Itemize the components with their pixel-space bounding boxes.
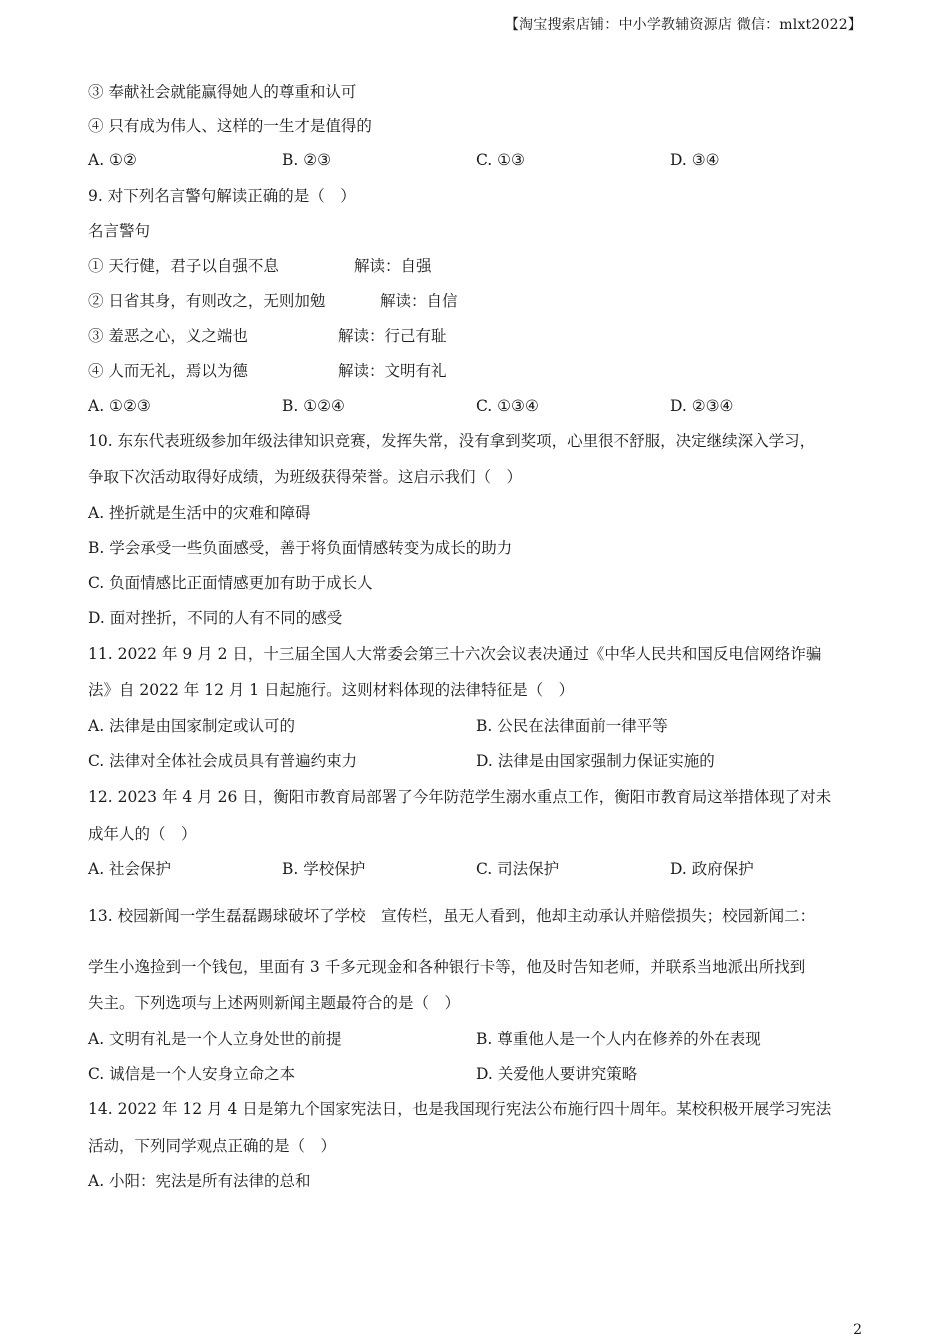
- q11-option-c: C. 法律对全体社会成员具有普遍约束力: [88, 752, 358, 770]
- q9-option-d: D. ②③④: [670, 397, 734, 415]
- q12-option-d: D. 政府保护: [670, 860, 754, 878]
- q11-option-b: B. 公民在法律面前一律平等: [476, 717, 668, 735]
- q10-option-d: D. 面对挫折，不同的人有不同的感受: [88, 609, 343, 627]
- q10-option-a: A. 挫折就是生活中的灾难和障碍: [88, 504, 311, 522]
- q10-option-b: B. 学会承受一些负面感受，善于将负面情感转变为成长的助力: [88, 539, 513, 557]
- q13-option-a: A. 文明有礼是一个人立身处世的前提: [88, 1030, 342, 1048]
- q11-stem-line-1: 11. 2022 年 9 月 2 日，十三届全国人大常委会第三十六次会议表决通过《中华人民共和国反电信网络诈骗: [88, 645, 822, 663]
- q8-item-3: ③ 奉献社会就能赢得她人的尊重和认可: [88, 83, 357, 101]
- q10-stem-line-2: 争取下次活动取得好成绩，为班级获得荣誉。这启示我们（ ）: [88, 468, 523, 486]
- q9-stem: 9. 对下列名言警句解读正确的是（ ）: [88, 187, 356, 205]
- q13-option-b: B. 尊重他人是一个人内在修养的外在表现: [476, 1030, 761, 1048]
- q9-note-4: 解读：文明有礼: [338, 362, 447, 380]
- q8-option-b: B. ②③: [282, 151, 332, 169]
- q9-option-c: C. ①③④: [476, 397, 539, 415]
- q9-note-1: 解读：自强: [354, 257, 432, 275]
- q12-option-a: A. 社会保护: [88, 860, 172, 878]
- q9-quote-4: ④ 人而无礼，焉以为德: [88, 362, 248, 380]
- q9-column-header: 名言警句: [88, 222, 151, 240]
- q10-option-c: C. 负面情感比正面情感更加有助于成长人: [88, 574, 373, 592]
- q8-option-a: A. ①②: [88, 151, 137, 169]
- q12-stem-line-2: 成年人的（ ）: [88, 825, 197, 843]
- q10-stem-line-1: 10. 东东代表班级参加年级法律知识竞赛，发挥失常，没有拿到奖项，心里很不舒服，决定继续深入学习，: [88, 432, 816, 450]
- q12-option-c: C. 司法保护: [476, 860, 560, 878]
- q9-quote-2: ② 日省其身，有则改之，无则加勉: [88, 292, 326, 310]
- q9-option-b: B. ①②④: [282, 397, 345, 415]
- q9-quote-3: ③ 羞恶之心，义之端也: [88, 327, 248, 345]
- q8-option-d: D. ③④: [670, 151, 720, 169]
- q14-stem-line-1: 14. 2022 年 12 月 4 日是第九个国家宪法日，也是我国现行宪法公布施行四十周年。某校积极开展学习宪法: [88, 1100, 832, 1118]
- q8-option-c: C. ①③: [476, 151, 525, 169]
- q13-stem-line-3: 失主。下列选项与上述两则新闻主题最符合的是（ ）: [88, 994, 461, 1012]
- q13-stem-line-1: 13. 校园新闻一学生磊磊踢球破坏了学校 宣传栏，虽无人看到，他却主动承认并赔偿损失；校园新闻二：: [88, 907, 816, 925]
- q11-option-d: D. 法律是由国家强制力保证实施的: [476, 752, 715, 770]
- q13-option-c: C. 诚信是一个人安身立命之本: [88, 1065, 296, 1083]
- q14-stem-line-2: 活动，下列同学观点正确的是（ ）: [88, 1137, 337, 1155]
- q11-option-a: A. 法律是由国家制定或认可的: [88, 717, 296, 735]
- q9-note-2: 解读：自信: [380, 292, 458, 310]
- page-number: 2: [853, 1322, 862, 1338]
- q9-note-3: 解读：行己有耻: [338, 327, 447, 345]
- q9-quote-1: ① 天行健，君子以自强不息: [88, 257, 279, 275]
- q13-stem-line-2: 学生小逸捡到一个钱包，里面有 3 千多元现金和各种银行卡等，他及时告知老师，并联系当地派出所找到: [88, 958, 806, 976]
- q12-option-b: B. 学校保护: [282, 860, 366, 878]
- q14-option-a: A. 小阳：宪法是所有法律的总和: [88, 1172, 311, 1190]
- q11-stem-line-2: 法》自 2022 年 12 月 1 日起施行。这则材料体现的法律特征是（ ）: [88, 681, 575, 699]
- q8-item-4: ④ 只有成为伟人、这样的一生才是值得的: [88, 117, 372, 135]
- q9-option-a: A. ①②③: [88, 397, 151, 415]
- page-header-watermark: 【淘宝搜索店铺：中小学教辅资源店 微信：mlxt2022】: [504, 17, 862, 33]
- q12-stem-line-1: 12. 2023 年 4 月 26 日，衡阳市教育局部署了今年防范学生溺水重点工作，衡阳市教育局这举措体现了对未: [88, 788, 832, 806]
- q13-option-d: D. 关爱他人要讲究策略: [476, 1065, 638, 1083]
